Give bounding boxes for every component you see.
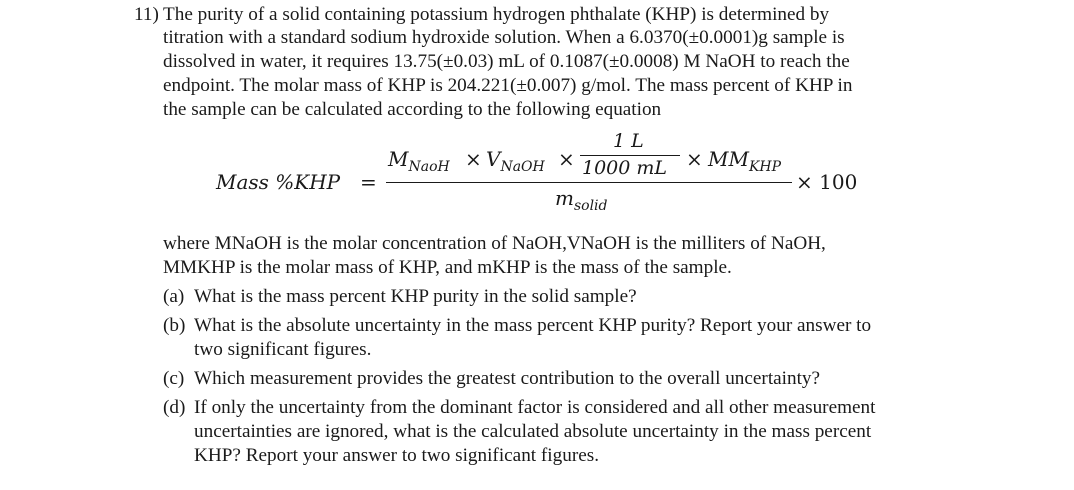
sample-mass-symbol: $m_{solid}$ (555, 186, 608, 214)
molarity-symbol: $M_{NaoH}$ (388, 147, 450, 175)
molar-mass-symbol: $MM_{KHP}$ (708, 147, 782, 175)
where-line-1: where MNaOH is the molar concentration of NaOH,VNaOH is the milliters of NaOH, (163, 233, 826, 254)
intro-line-1: The purity of a solid containing potassium hydrogen phthalate (KHP) is determined by (163, 4, 830, 25)
question-label: (d) (163, 397, 186, 418)
times-sign-2: × (558, 147, 575, 171)
times-hundred: × 100 (796, 170, 858, 194)
intro-line-5: the sample can be calculated according to the following equation (163, 99, 662, 120)
question-text: Which measurement provides the greatest contribution to the overall uncertainty? (194, 368, 821, 389)
conversion-denominator: 1000 mL (582, 157, 668, 179)
question-label: (a) (163, 286, 185, 307)
volume-symbol: $V_{NaOH}$ (486, 147, 545, 175)
question-text: two significant figures. (194, 339, 372, 360)
intro-line-3: dissolved in water, it requires 13.75(±0.03) mL of 0.1087(±0.0008) M NaOH to reach the (163, 51, 850, 72)
times-sign-1: × (465, 147, 482, 171)
question-text: What is the absolute uncertainty in the mass percent KHP purity? Report your answer to (194, 315, 872, 336)
question-text: KHP? Report your answer to two significant figures. (194, 445, 599, 466)
question-text: If only the uncertainty from the dominant factor is considered and all other measurement (194, 397, 876, 418)
question-label: (c) (163, 368, 185, 389)
question-text: uncertainties are ignored, what is the calculated absolute uncertainty in the mass percent (194, 421, 872, 442)
intro-line-2: titration with a standard sodium hydroxide solution. When a 6.0370(±0.0001)g sample is (163, 27, 845, 48)
where-line-2: MMKHP is the molar mass of KHP, and mKHP is the mass of the sample. (163, 257, 732, 278)
question-text: What is the mass percent KHP purity in the solid sample? (194, 286, 637, 307)
main-fraction-bar (386, 182, 792, 183)
conversion-numerator: 1 L (613, 130, 644, 152)
question-label: (b) (163, 315, 186, 336)
problem-number: 11) (134, 4, 159, 25)
equation-equals: = (360, 170, 377, 194)
equation-lhs: Mass %KHP (216, 170, 341, 194)
times-sign-3: × (686, 147, 703, 171)
intro-line-4: endpoint. The molar mass of KHP is 204.221(±0.007) g/mol. The mass percent of KHP in (163, 75, 853, 96)
